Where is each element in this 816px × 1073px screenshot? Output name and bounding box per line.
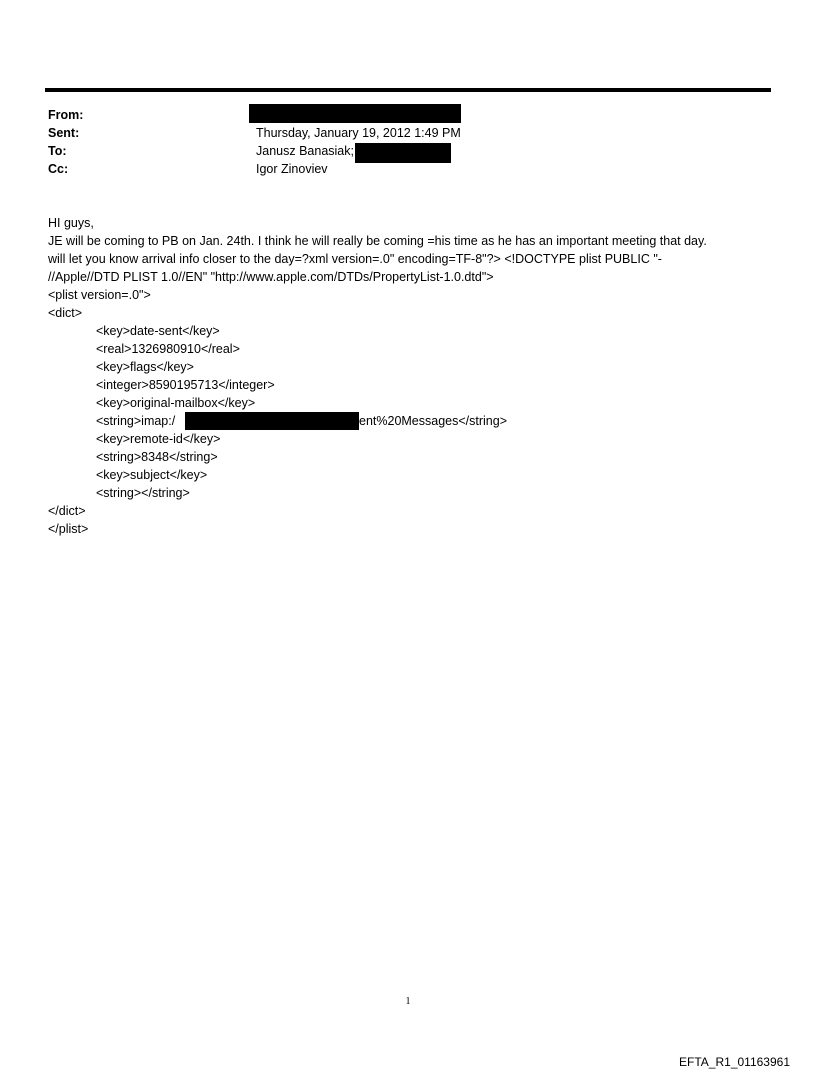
to-label: To:: [48, 144, 67, 158]
body-line: HI guys,: [48, 216, 94, 230]
body-line: </plist>: [48, 522, 89, 536]
redaction-from: [249, 104, 461, 123]
body-line: //Apple//DTD PLIST 1.0//EN" "http://www.apple.com/DTDs/PropertyList-1.0.dtd">: [48, 270, 494, 284]
plist-line: <integer>8590195713</integer>: [96, 378, 275, 392]
plist-line-tail: ent%20Messages</string>: [359, 414, 508, 428]
body-line: <plist version=.0">: [48, 288, 151, 302]
plist-line: <key>date-sent</key>: [96, 324, 220, 338]
plist-line: <real>1326980910</real>: [96, 342, 240, 356]
page-number: 1: [405, 996, 411, 1007]
body-line: </dict>: [48, 504, 86, 518]
sent-value: Thursday, January 19, 2012 1:49 PM: [256, 126, 461, 140]
body-line: JE will be coming to PB on Jan. 24th. I think he will really be coming =his time as he has an important meeting that day.: [48, 234, 707, 248]
plist-line: <key>subject</key>: [96, 468, 208, 482]
redaction-to: [355, 143, 451, 163]
plist-line: <string>8348</string>: [96, 450, 218, 464]
bates-number: EFTA_R1_01163961: [679, 1055, 790, 1069]
cc-label: Cc:: [48, 162, 69, 176]
body-line: will let you know arrival info closer to the day=?xml version=.0" encoding=TF-8"?> <!DOCTYPE plist PUBLIC "-: [48, 252, 662, 266]
plist-line: <string></string>: [96, 486, 190, 500]
plist-line: <key>remote-id</key>: [96, 432, 221, 446]
plist-line: <key>flags</key>: [96, 360, 194, 374]
plist-line: <string>imap:/: [96, 414, 176, 428]
plist-line: <key>original-mailbox</key>: [96, 396, 256, 410]
body-line: <dict>: [48, 306, 83, 320]
to-value: Janusz Banasiak;: [256, 144, 354, 158]
header-rule: [45, 88, 771, 92]
redaction-mailbox: [185, 412, 359, 430]
cc-value: Igor Zinoviev: [256, 162, 328, 176]
from-label: From:: [48, 108, 84, 122]
sent-label: Sent:: [48, 126, 80, 140]
